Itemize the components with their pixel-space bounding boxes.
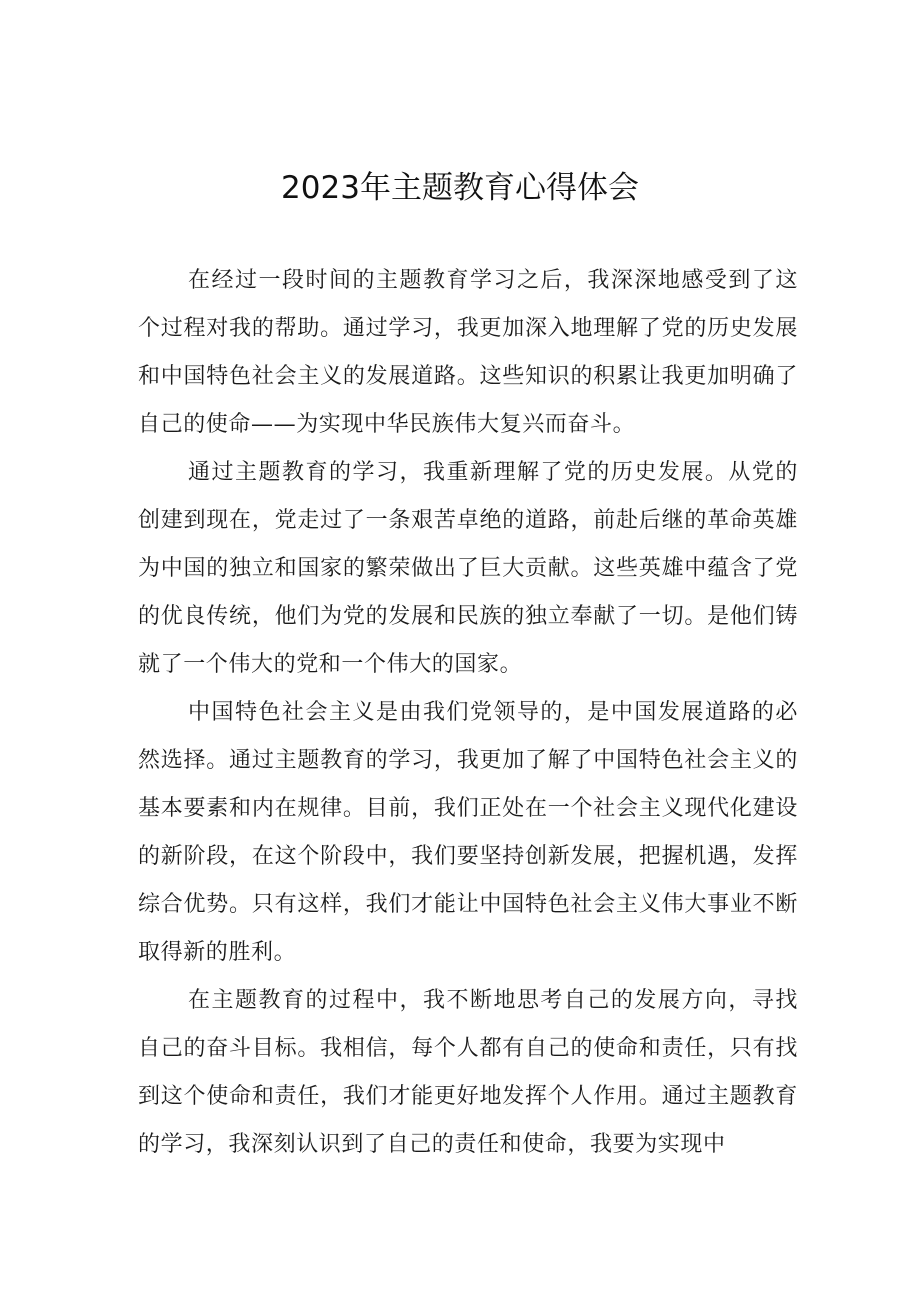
paragraph-4: 在主题教育的过程中，我不断地思考自己的发展方向，寻找自己的奋斗目标。我相信，每个人都有自己的使命和责任，只有找到这个使命和责任，我们才能更好地发挥个人作用。通过主题教育的学习，我深刻认识到了自己的责任和使命，我要为实现中 xyxy=(138,988,798,1157)
document-title: 2023年主题教育心得体会 xyxy=(281,170,639,206)
paragraph-1: 在经过一段时间的主题教育学习之后，我深深地感受到了这个过程对我的帮助。通过学习，我更加深入地理解了党的历史发展和中国特色社会主义的发展道路。这些知识的积累让我更加明确了自己的使命——为实现中华民族伟大复兴而奋斗。 xyxy=(138,268,798,437)
document-body xyxy=(138,257,798,1169)
paragraph-2: 通过主题教育的学习，我重新理解了党的历史发展。从党的创建到现在，党走过了一条艰苦卓绝的道路，前赴后继的革命英雄为中国的独立和国家的繁荣做出了巨大贡献。这些英雄中蕴含了党的优良传统，他们为党的发展和民族的独立奉献了一切。是他们铸就了一个伟大的党和一个伟大的国家。 xyxy=(138,460,798,677)
paragraph-3: 中国特色社会主义是由我们党领导的，是中国发展道路的必然选择。通过主题教育的学习，我更加了解了中国特色社会主义的基本要素和内在规律。目前，我们正处在一个社会主义现代化建设的新阶段，在这个阶段中，我们要坚持创新发展，把握机遇，发挥综合优势。只有这样，我们才能让中国特色社会主义伟大事业不断取得新的胜利。 xyxy=(138,700,798,965)
